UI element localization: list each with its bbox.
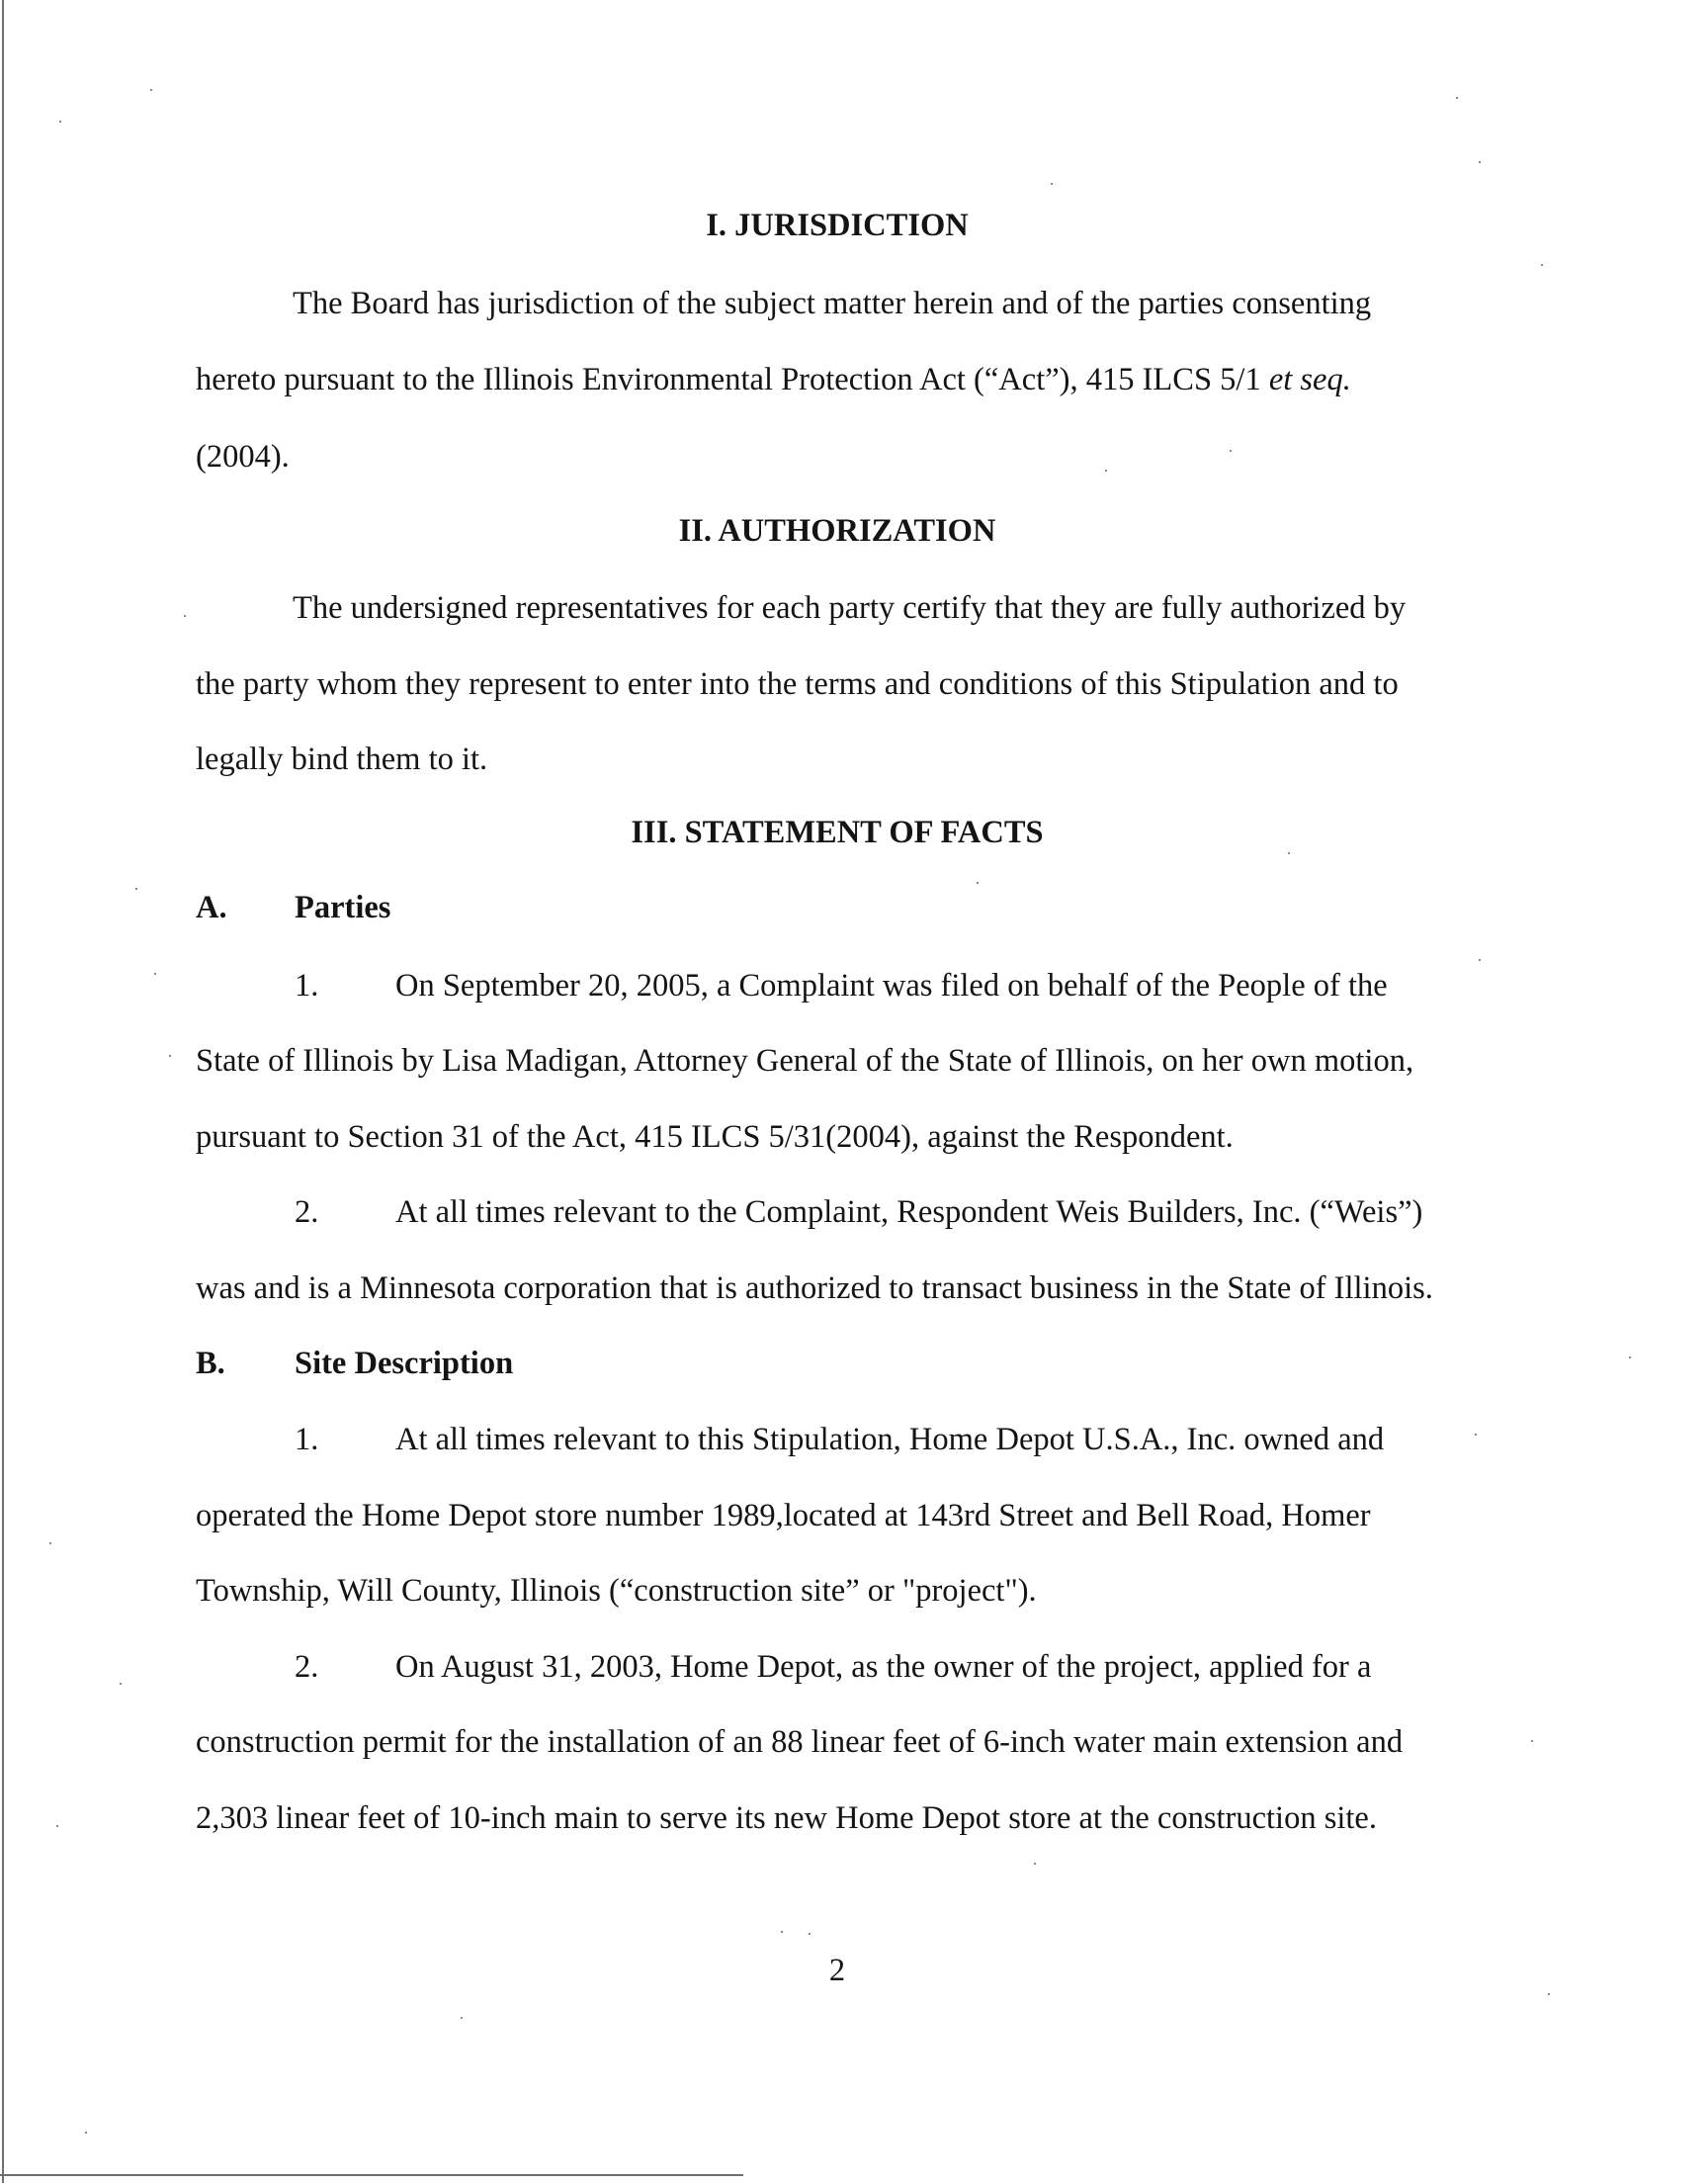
authorization-line-3: legally bind them to it.: [196, 742, 488, 777]
heading-jurisdiction: I. JURISDICTION: [706, 208, 969, 243]
heading-statement-of-facts: III. STATEMENT OF FACTS: [631, 815, 1044, 850]
scan-speck: [56, 1825, 58, 1827]
scan-speck: [1629, 1356, 1631, 1358]
scan-speck: [1288, 852, 1290, 854]
scan-speck: [1479, 161, 1481, 163]
parties-item-1-number: 1.: [295, 968, 319, 1004]
scan-speck: [1034, 1863, 1036, 1865]
site-item-2-number: 2.: [295, 1649, 319, 1685]
subsection-b-letter: B.: [196, 1346, 225, 1381]
scan-speck: [135, 888, 137, 890]
scan-speck: [150, 89, 152, 91]
parties-item-2-number: 2.: [295, 1194, 319, 1230]
scan-speck: [184, 615, 186, 617]
scan-speck: [1456, 97, 1458, 99]
scan-speck: [1541, 264, 1543, 266]
scan-edge-left: [2, 0, 4, 2183]
subsection-a-title: Parties: [295, 890, 391, 925]
scan-speck: [781, 1931, 783, 1933]
jurisdiction-line-1: The Board has jurisdiction of the subject matter herein and of the parties consenting: [293, 286, 1372, 321]
scan-speck: [1051, 183, 1053, 185]
scan-speck: [59, 121, 61, 123]
site-item-1-number: 1.: [295, 1422, 319, 1457]
parties-item-2-line-2: was and is a Minnesota corporation that is authorized to transact business in the State of Illinois.: [196, 1270, 1433, 1306]
site-item-1-line-3: Township, Will County, Illinois (“construction site” or "project").: [196, 1573, 1037, 1609]
subsection-a-letter: A.: [196, 890, 227, 925]
authorization-line-2: the party whom they represent to enter into the terms and conditions of this Stipulation and to: [196, 666, 1399, 702]
scan-speck: [809, 1933, 811, 1935]
scan-speck: [154, 973, 156, 975]
scan-speck: [49, 1542, 51, 1544]
et-seq-text: et seq.: [1268, 362, 1351, 397]
site-item-2-line-3: 2,303 linear feet of 10-inch main to serve its new Home Depot store at the construction site.: [196, 1800, 1377, 1836]
subsection-b-title: Site Description: [295, 1346, 514, 1381]
authorization-line-1: The undersigned representatives for each party certify that they are fully authorized by: [293, 590, 1407, 626]
parties-item-1-line-1: On September 20, 2005, a Complaint was filed on behalf of the People of the: [395, 968, 1388, 1004]
scan-edge-bottom: [0, 2174, 743, 2176]
scan-speck: [120, 1683, 122, 1685]
scan-speck: [1531, 1740, 1533, 1742]
parties-item-1-line-2: State of Illinois by Lisa Madigan, Attorney General of the State of Illinois, on her own motion,: [196, 1043, 1414, 1079]
jurisdiction-line-2-text: hereto pursuant to the Illinois Environmental Protection Act (“Act”), 415 ILCS 5/1: [196, 362, 1269, 397]
site-item-2-line-1: On August 31, 2003, Home Depot, as the owner of the project, applied for a: [395, 1649, 1372, 1685]
site-item-1-line-2: operated the Home Depot store number 1989,located at 143rd Street and Bell Road, Homer: [196, 1498, 1371, 1533]
site-item-1-line-1: At all times relevant to this Stipulation, Home Depot U.S.A., Inc. owned and: [395, 1422, 1385, 1457]
heading-authorization: II. AUTHORIZATION: [678, 513, 996, 549]
site-item-2-line-2: construction permit for the installation of an 88 linear feet of 6-inch water main extension and: [196, 1724, 1404, 1760]
scan-speck: [1475, 1434, 1477, 1436]
page-number: 2: [828, 1953, 846, 1988]
scan-speck: [1479, 959, 1481, 961]
scan-speck: [1548, 1993, 1550, 1995]
scan-speck: [1230, 450, 1232, 452]
scan-speck: [85, 2132, 87, 2134]
jurisdiction-line-3: (2004).: [196, 439, 290, 475]
scan-speck: [169, 1055, 171, 1057]
parties-item-1-line-3: pursuant to Section 31 of the Act, 415 ILCS 5/31(2004), against the Respondent.: [196, 1119, 1234, 1155]
scan-speck: [977, 882, 979, 884]
scan-speck: [461, 2017, 463, 2019]
jurisdiction-line-2: [196, 360, 1351, 399]
parties-item-2-line-1: At all times relevant to the Complaint, Respondent Weis Builders, Inc. (“Weis”): [395, 1194, 1423, 1230]
scan-speck: [1105, 470, 1107, 472]
